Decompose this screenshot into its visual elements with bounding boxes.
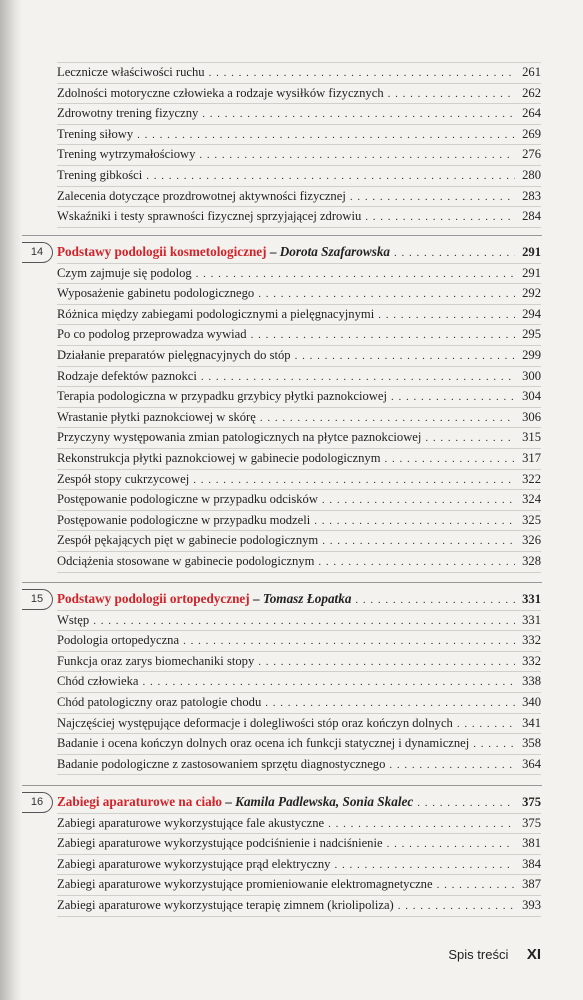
toc-entry-title: Zabiegi aparaturowe wykorzystujące prąd elektryczny — [57, 856, 331, 871]
row-rule — [57, 651, 541, 652]
toc-entry-title: Najczęściej występujące deformacje i dolegliwości stóp oraz kończyn dolnych — [57, 715, 453, 730]
dot-leader — [394, 245, 515, 261]
toc-entry — [57, 653, 541, 670]
toc-entry — [57, 64, 541, 81]
toc-entry-title: Wstęp — [57, 612, 90, 627]
toc-entry-page: 340 — [522, 695, 541, 709]
toc-entry — [57, 409, 541, 426]
row-rule — [57, 144, 541, 145]
row-rule — [57, 263, 541, 264]
row-rule — [57, 304, 541, 305]
toc-entry — [57, 85, 541, 102]
toc-entry — [57, 735, 541, 752]
chapter-number-badge: 16 — [22, 792, 53, 813]
toc-entry-title: Trening gibkości — [57, 168, 143, 182]
chapter-page-number: 291 — [522, 245, 541, 259]
row-rule — [57, 186, 541, 187]
toc-entry-page: 306 — [522, 409, 541, 424]
row-rule — [57, 630, 541, 631]
toc-entry-title: Wskaźniki i testy sprawności fizycznej sprzyjającej zdrowiu — [57, 209, 362, 224]
toc-entry — [57, 368, 541, 385]
dot-leader — [318, 554, 515, 570]
chapter-author-separator: – — [221, 794, 236, 809]
chapter-divider — [22, 235, 542, 236]
toc-entry — [57, 347, 541, 364]
row-rule — [57, 713, 541, 714]
toc-entry — [57, 815, 541, 832]
toc-entry-page: 375 — [522, 815, 541, 830]
toc-entry-page: 358 — [522, 736, 541, 751]
toc-entry-title: Wyposażenie gabinetu podologicznego — [57, 286, 255, 301]
toc-entry-page: 364 — [522, 756, 541, 771]
toc-entry-title: Badanie i ocena kończyn dolnych oraz ocena ich funkcji statycznej i dynamicznej — [57, 736, 470, 751]
dot-leader — [93, 613, 515, 629]
dot-leader — [322, 533, 515, 549]
toc-entry-title: Badanie podologiczne z zastosowaniem sprzętu diagnostycznego — [57, 756, 386, 771]
toc-entry-page: 341 — [522, 715, 541, 730]
toc-entry — [57, 326, 541, 343]
dot-leader — [387, 836, 515, 852]
toc-entry — [57, 285, 541, 302]
dot-leader — [196, 266, 515, 282]
row-rule — [57, 448, 541, 449]
toc-entry-title: Różnica między zabiegami podologicznymi a pielęgnacyjnymi — [57, 306, 375, 321]
dot-leader — [350, 189, 515, 205]
dot-leader — [260, 410, 515, 426]
dot-leader — [355, 592, 515, 608]
row-rule — [57, 427, 541, 428]
toc-entry — [57, 612, 541, 629]
toc-entry — [57, 632, 541, 649]
toc-entry — [57, 167, 541, 184]
dot-leader — [137, 127, 515, 143]
dot-leader — [202, 106, 515, 122]
dot-leader — [142, 674, 515, 690]
row-rule — [57, 386, 541, 387]
toc-entry-page: 300 — [522, 368, 541, 383]
dot-leader — [322, 492, 515, 508]
row-rule — [57, 510, 541, 511]
toc-entry-page: 280 — [522, 168, 541, 182]
toc-entry-title: Czym zajmuje się podolog — [57, 265, 192, 280]
toc-entry-title: Chód patologiczny oraz patologie chodu — [57, 695, 262, 709]
toc-entry-page: 332 — [522, 653, 541, 668]
toc-entry — [57, 450, 541, 467]
toc-entry-title: Zabiegi aparaturowe wykorzystujące podciśnienie i nadciśnienie — [57, 836, 383, 851]
toc-entry-page: 317 — [522, 451, 541, 465]
footer-label: Spis treści — [448, 947, 509, 962]
dot-leader — [389, 757, 515, 773]
toc-entry-title: Po co podolog przeprowadza wywiad — [57, 327, 247, 342]
row-rule — [57, 124, 541, 125]
toc-entry-page: 269 — [522, 126, 541, 141]
chapter-number-badge: 14 — [22, 242, 53, 263]
toc-entry — [57, 188, 541, 205]
row-rule — [57, 610, 541, 611]
chapter-author: Dorota Szafarowska — [279, 244, 391, 259]
dot-leader — [199, 147, 515, 163]
toc-entry-title: Lecznicze właściwości ruchu — [57, 65, 205, 79]
toc-entry-title: Zabiegi aparaturowe wykorzystujące terapię zimnem (kriolipoliza) — [57, 898, 394, 912]
dot-leader — [334, 857, 515, 873]
chapter-divider — [22, 785, 542, 786]
dot-leader — [146, 168, 515, 184]
toc-entry — [57, 553, 541, 570]
footer-page-number: XI — [526, 946, 541, 963]
toc-entry — [57, 306, 541, 323]
row-rule — [57, 530, 541, 531]
row-rule — [57, 813, 541, 814]
toc-entry-title: Zdolności motoryczne człowieka a rodzaje wysiłków fizycznych — [57, 85, 384, 100]
toc-entry — [57, 512, 541, 529]
dot-leader — [385, 451, 515, 467]
toc-entry-page: 292 — [522, 286, 541, 301]
toc-entry-title: Terapia podologiczna w przypadku grzybicy płytki paznokciowej — [57, 389, 387, 404]
toc-entry — [57, 673, 541, 690]
toc-entry-page: 381 — [522, 836, 541, 851]
toc-entry — [57, 694, 541, 711]
row-rule — [57, 671, 541, 672]
toc-entry-page: 387 — [522, 877, 541, 892]
dot-leader — [258, 654, 515, 670]
toc-entry-page: 324 — [522, 492, 541, 507]
row-rule — [57, 874, 541, 875]
toc-entry-page: 315 — [522, 430, 541, 445]
chapter-author: Kamila Padlewska, Sonia Skalec — [235, 794, 414, 809]
row-rule — [57, 165, 541, 166]
dot-leader — [314, 513, 515, 529]
toc-entry-page: 331 — [522, 612, 541, 627]
toc-entry — [57, 856, 541, 873]
dot-leader — [417, 795, 515, 811]
row-rule — [57, 206, 541, 207]
toc-entry-title: Rekonstrukcja płytki paznokciowej w gabinecie podologicznym — [57, 451, 381, 465]
row-rule — [57, 754, 541, 755]
row-rule — [57, 227, 541, 228]
toc-entry-page: 322 — [522, 471, 541, 486]
toc-entry-page: 304 — [522, 389, 541, 404]
dot-leader — [193, 472, 515, 488]
toc-entry-page: 294 — [522, 306, 541, 321]
row-rule — [57, 366, 541, 367]
row-rule — [57, 895, 541, 896]
row-rule — [57, 733, 541, 734]
row-rule — [57, 572, 541, 573]
dot-leader — [391, 389, 515, 405]
toc-entry-page: 338 — [522, 674, 541, 689]
toc-entry — [57, 756, 541, 773]
toc-entry — [57, 388, 541, 405]
toc-entry — [57, 265, 541, 282]
dot-leader — [265, 695, 515, 711]
dot-leader — [183, 633, 515, 649]
toc-entry-page: 384 — [522, 856, 541, 871]
row-rule — [57, 489, 541, 490]
toc-entry-page: 276 — [522, 147, 541, 162]
toc-entry-page: 284 — [522, 209, 541, 224]
dot-leader — [365, 209, 515, 225]
chapter-number-badge: 15 — [22, 589, 53, 610]
chapter-title: Podstawy podologii ortopedycznej — [57, 591, 250, 606]
chapter-page-number: 331 — [522, 592, 541, 606]
toc-entry-page: 291 — [522, 265, 541, 280]
row-rule — [57, 854, 541, 855]
toc-entry-title: Zabiegi aparaturowe wykorzystujące fale akustyczne — [57, 815, 325, 830]
row-rule — [57, 83, 541, 84]
toc-entry-page: 328 — [522, 554, 541, 568]
dot-leader — [425, 430, 515, 446]
toc-entry-title: Trening siłowy — [57, 126, 134, 141]
dot-leader — [201, 369, 515, 385]
toc-entry-page: 332 — [522, 633, 541, 648]
toc-entry-title: Postępowanie podologiczne w przypadku modzeli — [57, 512, 311, 527]
dot-leader — [473, 736, 515, 752]
chapter-author-separator: – — [249, 591, 263, 606]
toc-entry-page: 283 — [522, 188, 541, 203]
chapter-title: Zabiegi aparaturowe na ciało — [57, 794, 222, 809]
toc-entry-title: Przyczyny występowania zmian patologicznych na płytce paznokciowej — [57, 430, 422, 445]
chapter-page-number: 375 — [522, 795, 541, 809]
row-rule — [57, 345, 541, 346]
toc-entry-title: Funkcja oraz zarys biomechaniki stopy — [57, 653, 255, 668]
dot-leader — [251, 327, 515, 343]
dot-leader — [209, 65, 515, 81]
dot-leader — [398, 898, 515, 914]
row-rule — [57, 407, 541, 408]
toc-entry-page: 261 — [522, 65, 541, 79]
toc-entry-title: Zespół stopy cukrzycowej — [57, 471, 190, 486]
toc-entry-title: Trening wytrzymałościowy — [57, 147, 196, 162]
toc-entry — [57, 105, 541, 122]
toc-entry — [57, 429, 541, 446]
book-spine-shadow — [0, 0, 22, 1000]
dot-leader — [328, 816, 515, 832]
toc-entry-title: Odciążenia stosowane w gabinecie podologicznym — [57, 554, 315, 568]
chapter-heading — [57, 591, 541, 608]
toc-entry-title: Zabiegi aparaturowe wykorzystujące promieniowanie elektromagnetyczne — [57, 877, 433, 892]
toc-entry-title: Chód człowieka — [57, 674, 139, 689]
dot-leader — [295, 348, 515, 364]
toc-entry-page: 393 — [522, 898, 541, 912]
toc-entry — [57, 126, 541, 143]
row-rule — [57, 692, 541, 693]
toc-entry-title: Podologia ortopedyczna — [57, 633, 180, 648]
toc-entry — [57, 876, 541, 893]
toc-entry-title: Zdrowotny trening fizyczny — [57, 106, 199, 121]
row-rule — [57, 774, 541, 775]
row-rule — [57, 283, 541, 284]
dot-leader — [437, 877, 515, 893]
toc-entry — [57, 715, 541, 732]
row-rule — [57, 551, 541, 552]
chapter-heading — [57, 244, 541, 261]
toc-entry — [57, 146, 541, 163]
toc-entry-title: Wrastanie płytki paznokciowej w skórę — [57, 409, 256, 424]
toc-entry-page: 325 — [522, 512, 541, 527]
toc-entry-page: 295 — [522, 327, 541, 342]
dot-leader — [258, 286, 515, 302]
chapter-author-separator: – — [266, 244, 280, 259]
toc-entry-page: 264 — [522, 106, 541, 121]
toc-entry — [57, 471, 541, 488]
chapter-divider — [22, 582, 542, 583]
row-rule — [57, 324, 541, 325]
dot-leader — [388, 86, 515, 102]
page-footer — [448, 946, 541, 964]
toc-entry-title: Działanie preparatów pielęgnacyjnych do stóp — [57, 348, 291, 362]
toc-entry-title: Postępowanie podologiczne w przypadku odcisków — [57, 492, 318, 507]
row-rule — [57, 916, 541, 917]
toc-entry-page: 326 — [522, 533, 541, 548]
toc-entry — [57, 835, 541, 852]
toc-entry-title: Zalecenia dotyczące prozdrowotnej aktywności fizycznej — [57, 188, 346, 203]
toc-entry-title: Rodzaje defektów paznokci — [57, 368, 197, 383]
toc-entry — [57, 491, 541, 508]
toc-entry-title: Zespół pękających pięt w gabinecie podologicznym — [57, 533, 319, 548]
chapter-heading — [57, 794, 541, 811]
toc-entry — [57, 897, 541, 914]
toc-entry-page: 299 — [522, 348, 541, 362]
dot-leader — [378, 307, 515, 323]
toc-entry — [57, 532, 541, 549]
row-rule — [57, 103, 541, 104]
chapter-author: Tomasz Łopatka — [262, 591, 352, 606]
row-rule — [57, 833, 541, 834]
row-rule — [57, 62, 541, 63]
toc-entry — [57, 208, 541, 225]
chapter-title: Podstawy podologii kosmetologicznej — [57, 244, 267, 259]
dot-leader — [457, 716, 515, 732]
toc-entry-page: 262 — [522, 85, 541, 100]
row-rule — [57, 469, 541, 470]
